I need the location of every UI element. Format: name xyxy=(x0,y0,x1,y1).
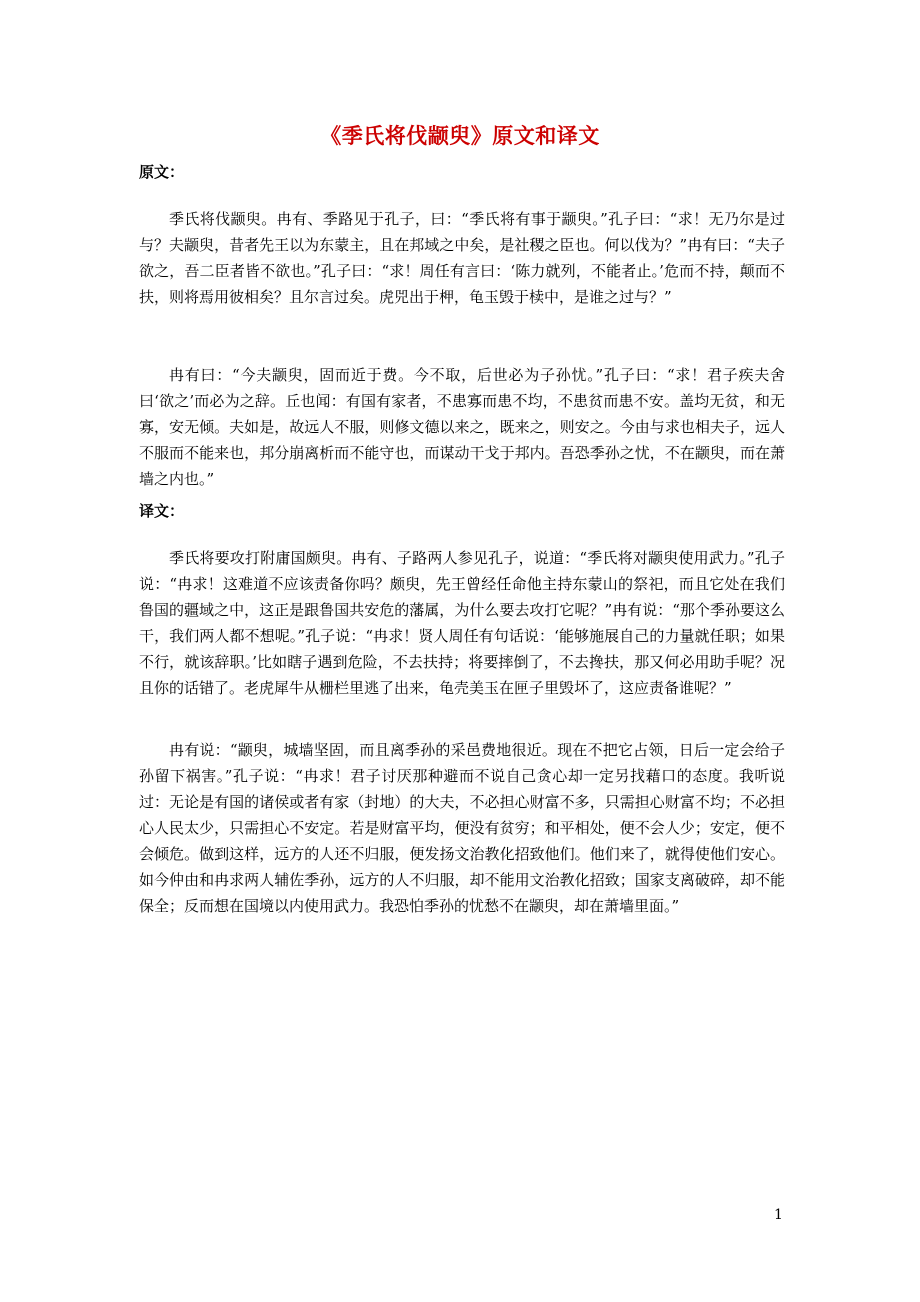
original-paragraph-1: 季氏将伐颛臾。冉有、季路见于孔子，曰：“季氏将有事于颛臾。”孔子曰：“求！无乃尔是过与？夫颛臾，昔者先王以为东蒙主，且在邦域之中矣，是社稷之臣也。何以伐为？”冉有曰：“夫子欲之，吾二臣者皆不欲也。”孔子曰：“求！周任有言曰：‘陈力就列，不能者止。’危而不持，颠而不扶，则将焉用彼相矣？且尔言过矣。虎兕出于柙，龟玉毁于椟中，是谁之过与？” xyxy=(139,210,785,306)
original-heading: 原文： xyxy=(139,163,185,181)
translation-heading: 译文： xyxy=(139,502,185,520)
translation-paragraph-1: 季氏将要攻打附庸国颇臾。冉有、子路两人参见孔子，说道：“季氏将对颛臾使用武力。”孔子说：“冉求！这难道不应该责备你吗？颇臾，先王曾经任命他主持东蒙山的祭祀，而且它处在我们鲁国的疆域之中，这正是跟鲁国共安危的藩属，为什么要去攻打它呢？”冉有说：“那个季孙要这么干，我们两人都不想呢。”孔子说：“冉求！贤人周任有句话说：‘能够施展自己的力量就任职；如果不行，就该辞职。’比如瞎子遇到危险，不去扶持；将要摔倒了，不去搀扶，那又何必用助手呢？况且你的话错了。老虎犀牛从栅栏里逃了出来，龟壳美玉在匣子里毁坏了，这应责备谁呢？” xyxy=(139,549,785,697)
original-paragraph-2: 冉有曰：“今夫颛臾，固而近于费。今不取，后世必为子孙忧。”孔子曰：“求！君子疾夫舍曰‘欲之’而必为之辞。丘也闻：有国有家者，不患寡而患不均，不患贫而患不安。盖均无贫，和无寡，安无倾。夫如是，故远人不服，则修文德以来之，既来之，则安之。今由与求也相夫子，远人不服而不能来也，邦分崩离析而不能守也，而谋动干戈于邦内。吾恐季孙之忧，不在颛臾，而在萧墙之内也。” xyxy=(139,366,785,488)
page-number: 1 xyxy=(774,1207,783,1223)
document-title: 《季氏将伐颛臾》原文和译文 xyxy=(320,123,600,148)
translation-paragraph-2: 冉有说：“颛臾，城墙坚固，而且离季孙的采邑费地很近。现在不把它占领，日后一定会给子孙留下祸害。”孔子说：“冉求！君子讨厌那种避而不说自己贪心却一定另找藉口的态度。我听说过：无论是有国的诸侯或者有家（封地）的大夫，不必担心财富不多，只需担心财富不均；不必担心人民太少，只需担心不安定。若是财富平均，便没有贫穷；和平相处，便不会人少；安定，便不会倾危。做到这样，远方的人还不归服，便发扬文治教化招致他们。他们来了，就得使他们安心。如今仲由和冉求两人辅佐季孙，远方的人不归服，却不能用文治教化招致；国家支离破碎，却不能保全；反而想在国境以内使用武力。我恐怕季孙的忧愁不在颛臾，却在萧墙里面。” xyxy=(139,741,785,915)
